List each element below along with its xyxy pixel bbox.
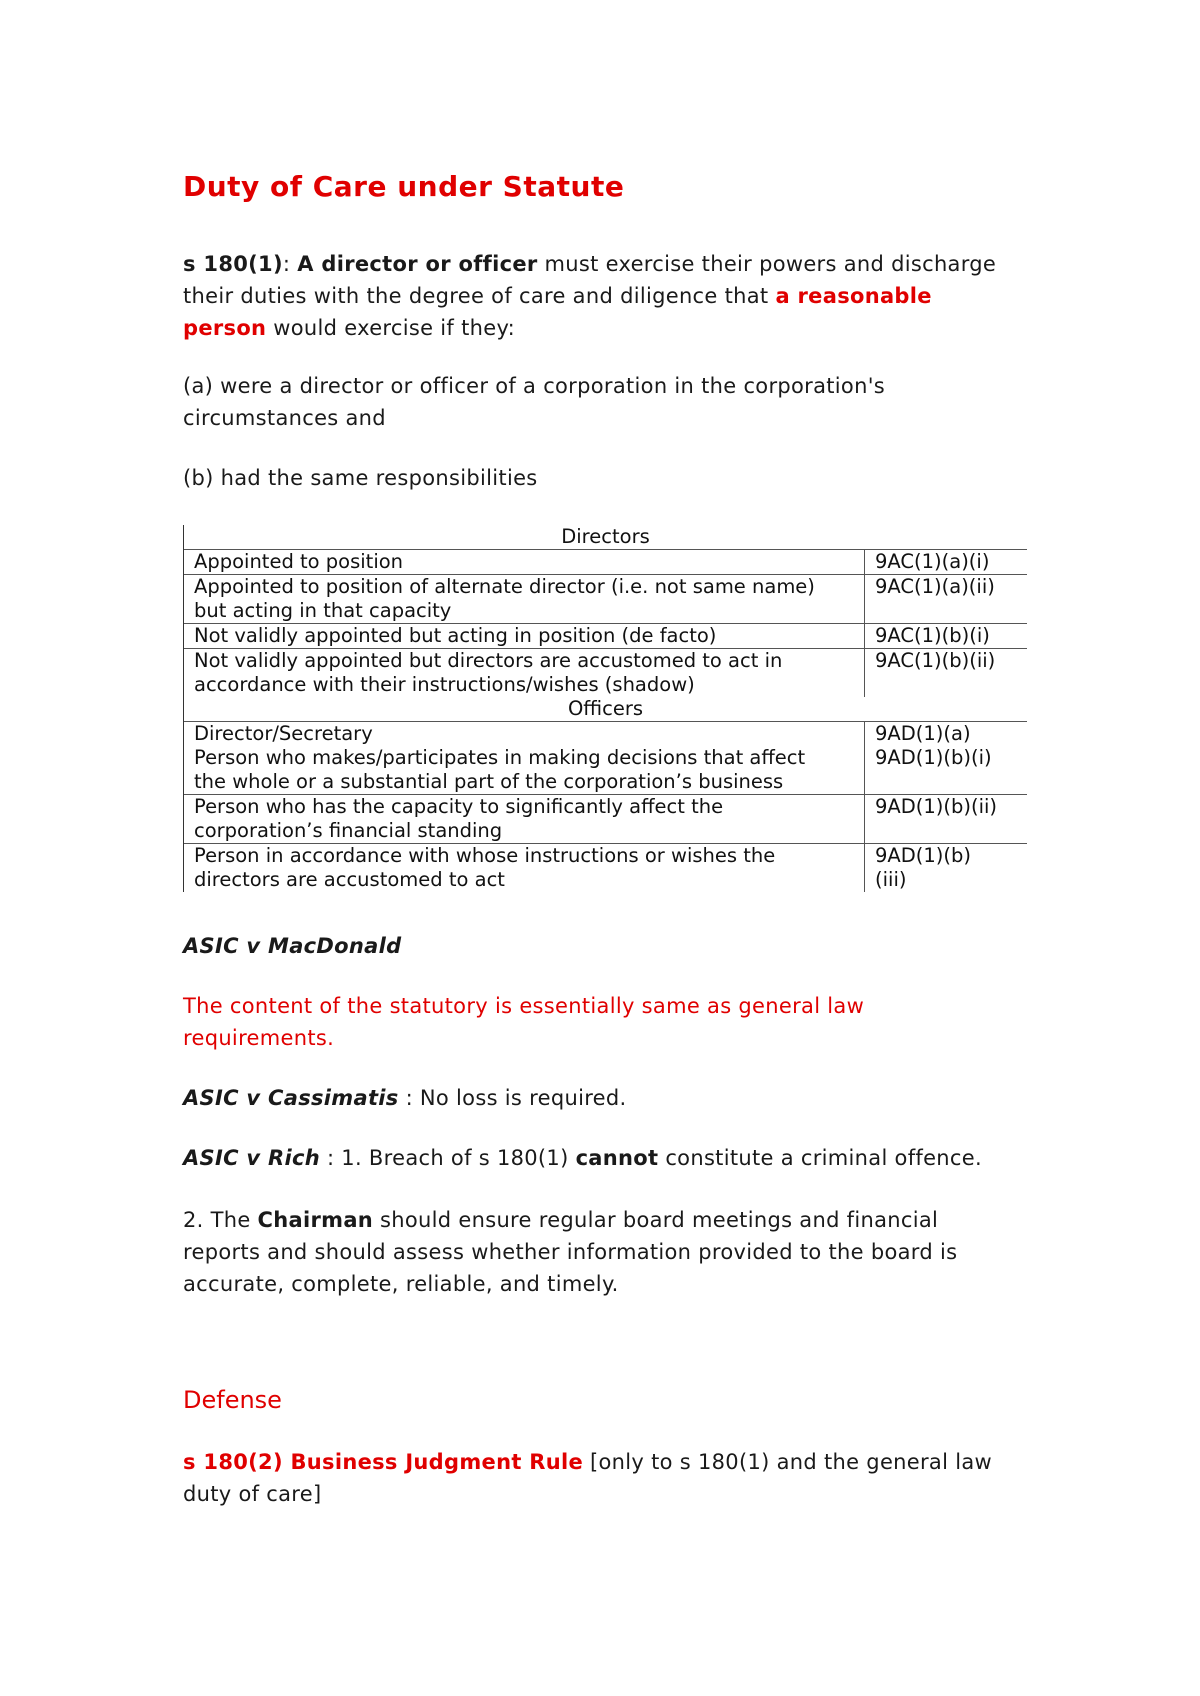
officers-header: Officers bbox=[567, 697, 644, 720]
section-ref: s 180(1) bbox=[183, 252, 283, 276]
table-row: Appointed to position of alternate director (i.e. not same name) but acting in that capacity 9AC(1)(a)(ii) bbox=[184, 574, 1027, 623]
directors-header: Directors bbox=[561, 525, 650, 548]
table-row: Person in accordance with whose instructions or wishes the directors are accustomed to act 9AD(1)(b) (iii) bbox=[184, 843, 1027, 892]
officer-definition-table bbox=[183, 525, 1027, 892]
table-row: Appointed to position 9AC(1)(a)(i) bbox=[184, 549, 1027, 574]
case-rich: ASIC v Rich : 1. Breach of s 180(1) cannot constitute a criminal offence. bbox=[183, 1146, 982, 1170]
defense-heading: Defense bbox=[183, 1386, 282, 1414]
s180-1-paragraph: s 180(1): A director or officer must exercise their powers and discharge their duties with the degree of care and diligence that a reasonable person would exercise if they: bbox=[183, 252, 997, 340]
macdonald-note: The content of the statutory is essentially same as general law requirements. bbox=[183, 994, 865, 1050]
case-macdonald: ASIC v MacDonald bbox=[183, 934, 402, 958]
page-title: Duty of Care under Statute bbox=[183, 170, 625, 203]
table-row: Person who has the capacity to significantly affect the corporation’s financial standing 9AD(1)(b)(ii) bbox=[184, 794, 1027, 843]
table-row: Not validly appointed but directors are accustomed to act in accordance with their instructions/wishes (shadow) 9AC(1)(b)(ii) bbox=[184, 648, 1027, 697]
business-judgment-rule: s 180(2) Business Judgment Rule [only to s 180(1) and the general law duty of care] bbox=[183, 1450, 992, 1506]
paragraph-a: (a) were a director or officer of a corporation in the corporation's circumstances and bbox=[183, 374, 886, 430]
reasonable-person-highlight: a reasonable bbox=[775, 284, 932, 308]
table-row: Not validly appointed but acting in position (de facto) 9AC(1)(b)(i) bbox=[184, 623, 1027, 648]
rich-point-2: 2. The Chairman should ensure regular board meetings and financial reports and should assess whether information provided to the board is accurate, complete, reliable, and timely. bbox=[183, 1208, 958, 1296]
case-cassimatis: ASIC v Cassimatis : No loss is required. bbox=[183, 1086, 627, 1110]
table-row: Director/Secretary Person who makes/participates in making decisions that affect the whole or a substantial part of the corporation’s business 9AD(1)(a) 9AD(1)(b)(i) bbox=[184, 721, 1027, 794]
paragraph-b: (b) had the same responsibilities bbox=[183, 466, 538, 490]
subject: A director or officer bbox=[297, 252, 538, 276]
